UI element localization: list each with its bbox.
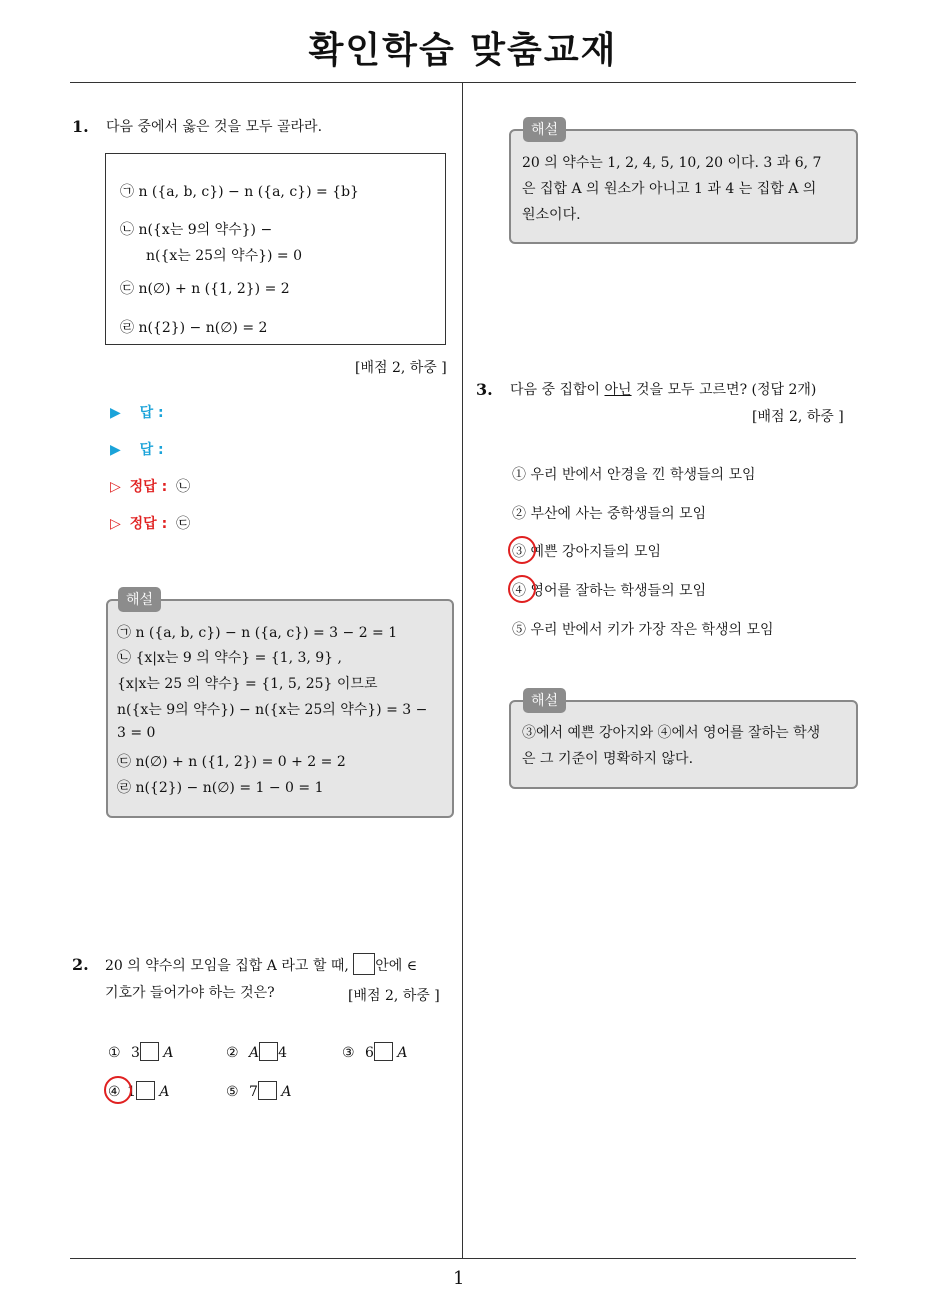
blank-box bbox=[353, 953, 375, 975]
question-2-text: 20 의 약수의 모임을 집합 A 라고 할 때, 안에 ∈ bbox=[105, 953, 417, 979]
q1-solution-line-7: ㉣ n({2}) − n(∅) = 1 − 0 = 1 bbox=[117, 780, 324, 796]
q2-choice-4[interactable]: ④ 1 A bbox=[108, 1081, 170, 1100]
answer-label: 답 : bbox=[139, 442, 164, 458]
blank-box bbox=[258, 1081, 277, 1100]
q3-solution-line-2: 은 그 기준이 명확하지 않다. bbox=[522, 751, 694, 767]
selected-answer-circle-icon bbox=[508, 575, 536, 603]
correct-arrow-icon: ▷ bbox=[110, 516, 121, 532]
question-3-text: 다음 중 집합이 아닌 것을 모두 고르면? (정답 2개) bbox=[510, 382, 817, 398]
q2-solution-line-3: 원소이다. bbox=[522, 207, 581, 223]
q1-answer-row-2 bbox=[110, 439, 164, 459]
q2-solution-line-2: 은 집합 A 의 원소가 아니고 1 과 4 는 집합 A 의 bbox=[522, 181, 817, 197]
blank-box bbox=[136, 1081, 155, 1100]
q2-choice-2[interactable]: ② A 4 bbox=[226, 1042, 287, 1061]
correct-label: 정답 : bbox=[129, 516, 168, 532]
correct-label: 정답 : bbox=[129, 479, 168, 495]
q3-choice-3[interactable]: ③ 예쁜 강아지들의 모임 bbox=[512, 544, 662, 560]
q1-option-a: ㉠ n ({a, b, c}) − n ({a, c}) = {b} bbox=[120, 184, 359, 200]
q1-correct-answer-1 bbox=[110, 476, 190, 496]
q3-score: [배점 2, 하중 ] bbox=[752, 409, 844, 425]
q3-choice-2[interactable]: ② 부산에 사는 중학생들의 모임 bbox=[512, 506, 707, 522]
header-divider bbox=[70, 82, 856, 83]
q3-choice-1[interactable]: ① 우리 반에서 안경을 낀 학생들의 모임 bbox=[512, 467, 756, 483]
q2-choice-5[interactable]: ⑤ 7 A bbox=[226, 1081, 292, 1100]
q3-solution-tag: 해설 bbox=[523, 688, 566, 713]
question-2-number: 2. bbox=[72, 955, 89, 974]
blank-box bbox=[259, 1042, 278, 1061]
q3-solution-line-1: ③에서 예쁜 강아지와 ④에서 영어를 잘하는 학생 bbox=[522, 725, 821, 741]
question-2-text-cont: 기호가 들어가야 하는 것은? bbox=[105, 985, 275, 1001]
selected-answer-circle-icon bbox=[104, 1076, 132, 1104]
q1-option-c: ㉢ n(∅) + n ({1, 2}) = 2 bbox=[120, 281, 290, 297]
q2-choice-3[interactable]: ③ 6 A bbox=[342, 1042, 408, 1061]
answer-label: 답 : bbox=[139, 405, 164, 421]
q3-solution-box bbox=[509, 700, 858, 789]
correct-value: ㉢ bbox=[176, 516, 191, 532]
q1-option-b-cont: n({x는 25의 약수}) = 0 bbox=[146, 248, 302, 264]
q2-solution-tag: 해설 bbox=[523, 117, 566, 142]
q1-answer-row-1 bbox=[110, 402, 164, 422]
q1-solution-line-5: 3 = 0 bbox=[117, 725, 156, 741]
q1-solution-line-1: ㉠ n ({a, b, c}) − n ({a, c}) = 3 − 2 = 1 bbox=[117, 625, 398, 641]
question-1-text: 다음 중에서 옳은 것을 모두 골라라. bbox=[106, 119, 323, 135]
page-title: 확인학습 맞춤교재 bbox=[308, 30, 618, 71]
page-number: 1 bbox=[453, 1268, 465, 1289]
correct-arrow-icon: ▷ bbox=[110, 479, 121, 495]
q1-option-b: ㉡ n({x는 9의 약수}) − bbox=[120, 222, 273, 238]
q1-solution-line-6: ㉢ n(∅) + n ({1, 2}) = 0 + 2 = 2 bbox=[117, 754, 346, 770]
q1-option-d: ㉣ n({2}) − n(∅) = 2 bbox=[120, 320, 268, 336]
q3-choice-4[interactable]: ④ 영어를 잘하는 학생들의 모임 bbox=[512, 583, 707, 599]
q3-choice-5[interactable]: ⑤ 우리 반에서 키가 가장 작은 학생의 모임 bbox=[512, 622, 774, 638]
q1-solution-line-2: ㉡ {x|x는 9 의 약수} = {1, 3, 9} , bbox=[117, 650, 342, 666]
blank-box bbox=[140, 1042, 159, 1061]
q1-solution-tag: 해설 bbox=[118, 587, 161, 612]
column-divider bbox=[462, 83, 463, 1259]
q2-solution-line-1: 20 의 약수는 1, 2, 4, 5, 10, 20 이다. 3 과 6, 7 bbox=[522, 155, 822, 171]
footer-divider bbox=[70, 1258, 856, 1259]
q1-solution-line-3: {x|x는 25 의 약수} = {1, 5, 25} 이므로 bbox=[117, 676, 378, 692]
q1-score: [배점 2, 하중 ] bbox=[355, 360, 447, 376]
answer-arrow-icon: ▶ bbox=[110, 405, 121, 421]
selected-answer-circle-icon bbox=[508, 536, 536, 564]
question-1-number: 1. bbox=[72, 117, 89, 136]
blank-box bbox=[374, 1042, 393, 1061]
question-3-number: 3. bbox=[476, 380, 493, 399]
q2-choice-1[interactable]: ① 3 A bbox=[108, 1042, 174, 1061]
q2-score: [배점 2, 하중 ] bbox=[348, 988, 440, 1004]
answer-arrow-icon: ▶ bbox=[110, 442, 121, 458]
q1-solution-line-4: n({x는 9의 약수}) − n({x는 25의 약수}) = 3 − bbox=[117, 702, 428, 718]
q1-correct-answer-2 bbox=[110, 513, 190, 533]
correct-value: ㉡ bbox=[176, 479, 191, 495]
